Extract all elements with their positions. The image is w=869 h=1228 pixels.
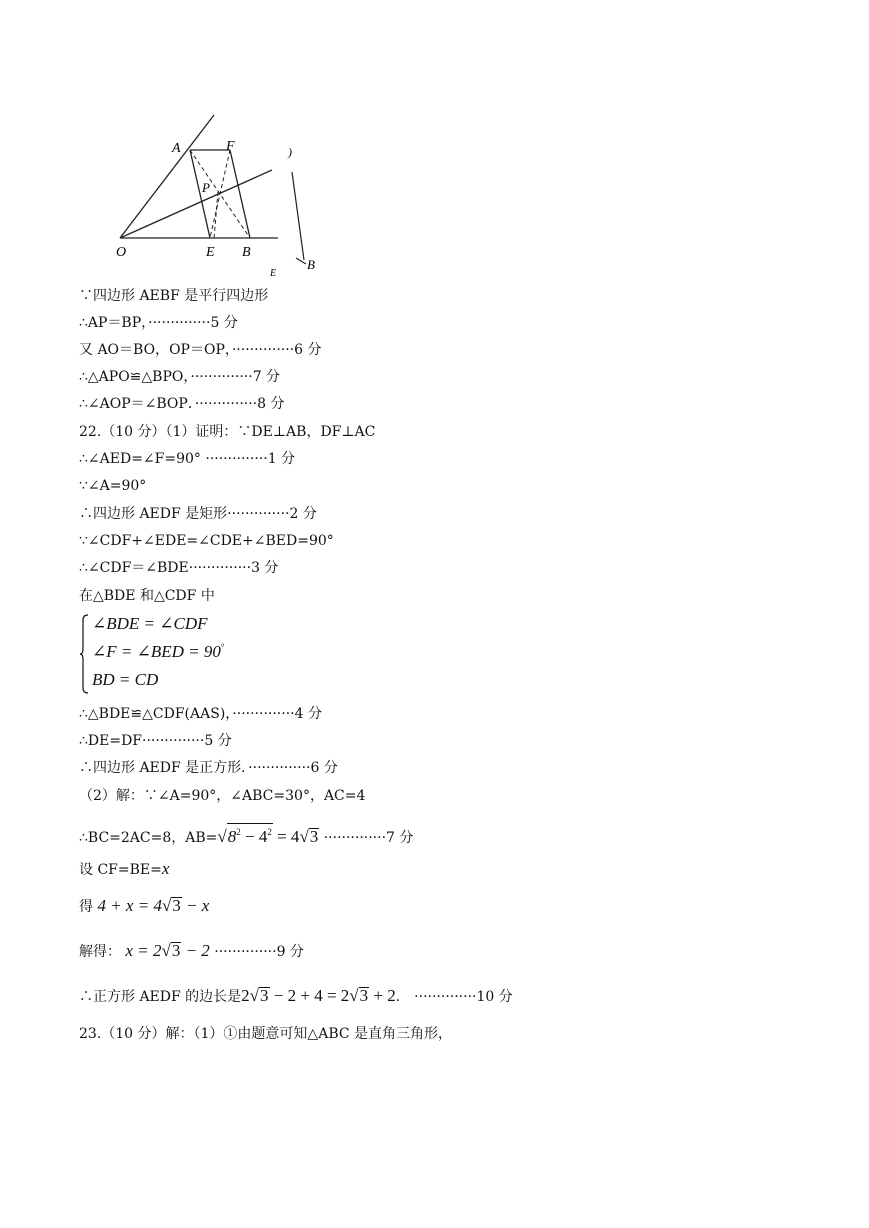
- score: 8 分: [257, 396, 285, 412]
- score-dots: ··············: [148, 315, 211, 331]
- label-f: F: [226, 139, 235, 154]
- text-line: ∴△APO≌△BPO，··············7 分: [79, 369, 281, 385]
- score: 1 分: [267, 451, 296, 467]
- text-line: 在△BDE 和△CDF 中: [79, 588, 215, 604]
- score: 9 分: [276, 944, 304, 960]
- label-e: E: [206, 245, 215, 260]
- score: 3 分: [251, 560, 279, 576]
- score-dots: ··············: [214, 944, 277, 960]
- label-o-fragment: ): [288, 145, 292, 159]
- text-line: ∴DE=DF··············5 分: [79, 733, 232, 749]
- label-p: P: [202, 180, 210, 195]
- equation: ∠F = ∠BED = 90°: [92, 642, 225, 661]
- score: 5 分: [204, 733, 232, 749]
- text-line: ∴∠AED=∠F=90° ··············1 分: [79, 451, 296, 467]
- text-line: 又 AO＝BO，OP＝OP，··············6 分: [79, 342, 322, 358]
- score-dots: ··············: [231, 342, 295, 358]
- score-dots: ··············: [248, 760, 311, 776]
- dashed-fe: [210, 150, 230, 238]
- text-line: ∴∠CDF＝∠BDE··············3 分: [79, 560, 279, 576]
- text-line: ∵∠CDF+∠EDE=∠CDE+∠BED=90°: [79, 533, 334, 549]
- ray-oa: [120, 115, 214, 238]
- equation: BD = CD: [92, 670, 159, 689]
- text-line: （2）解：∵∠A=90°，∠ABC=30°，AC=4: [79, 788, 366, 804]
- text-line: ∴AP＝BP，··············5 分: [79, 315, 238, 331]
- text-line: 设 CF=BE=x: [79, 859, 170, 878]
- label-b-fragment: B: [307, 257, 315, 272]
- dashed-pe: [214, 192, 218, 238]
- score-dots: ··············: [227, 506, 290, 522]
- score: 6 分: [310, 760, 338, 776]
- left-brace: [79, 614, 89, 694]
- geometry-figure: [110, 110, 330, 280]
- score: 5 分: [210, 315, 238, 331]
- text-line: 解得： x = 2√3 − 2 ··············9 分: [79, 941, 304, 960]
- text-line: 23.（10 分）解：（1）①由题意可知△ABC 是直角三角形，: [79, 1026, 453, 1042]
- equation: ∠BDE = ∠CDF: [92, 614, 208, 633]
- score: 10 分: [476, 989, 513, 1005]
- text-line: ∴四边形 AEDF 是正方形．··············6 分: [79, 760, 338, 776]
- text-line: ∴△BDE≌△CDF(AAS)，··············4 分: [79, 706, 322, 722]
- score: 2 分: [289, 506, 317, 522]
- score-dots: ··············: [188, 560, 252, 576]
- score-dots: ··············: [194, 396, 258, 412]
- score-dots: ··············: [414, 989, 477, 1005]
- score: 6 分: [294, 342, 322, 358]
- score: 4 分: [294, 706, 322, 722]
- fragment-line: [292, 172, 304, 260]
- score: 7 分: [252, 369, 281, 385]
- text-line: ∴∠AOP＝∠BOP．··············8 分: [79, 396, 285, 412]
- score-dots: ··············: [190, 369, 253, 385]
- text-line: ∴BC=2AC=8，$AB=√8^2 - 4^2 = 4√3 \cdot\cdot\cdot\cdot\cdot\cdot\cdot\cdot\cdot\cdot\cdot\cdot\cdot\cdot 7$ 分: [79, 823, 413, 847]
- text-line: ∵∠A=90°: [79, 478, 147, 494]
- segment-fb: [230, 150, 250, 238]
- text-line: 得 4 + x = 4√3 − x: [79, 896, 210, 915]
- ray-op: [120, 170, 272, 238]
- score-dots: ··············: [205, 451, 268, 467]
- text-line: 22.（10 分）（1）证明：∵DE⊥AB，DF⊥AC: [79, 424, 376, 440]
- score-dots: ··············: [323, 830, 387, 846]
- score-dots: ··············: [232, 706, 295, 722]
- label-b: B: [242, 245, 251, 260]
- fragment-arrow: [296, 258, 306, 264]
- label-e-fragment: E: [270, 268, 277, 279]
- label-o: O: [116, 245, 127, 260]
- text-line: ∵四边形 AEBF 是平行四边形: [79, 288, 269, 304]
- text-line: ∴四边形 AEDF 是矩形··············2 分: [79, 506, 317, 522]
- score-dots: ··············: [142, 733, 205, 749]
- text-line: ∴正方形 AEDF 的边长是2√3 − 2 + 4 = 2√3 + 2． ··············10 分: [79, 986, 513, 1005]
- label-a: A: [172, 141, 181, 156]
- score: 7 分: [386, 830, 414, 846]
